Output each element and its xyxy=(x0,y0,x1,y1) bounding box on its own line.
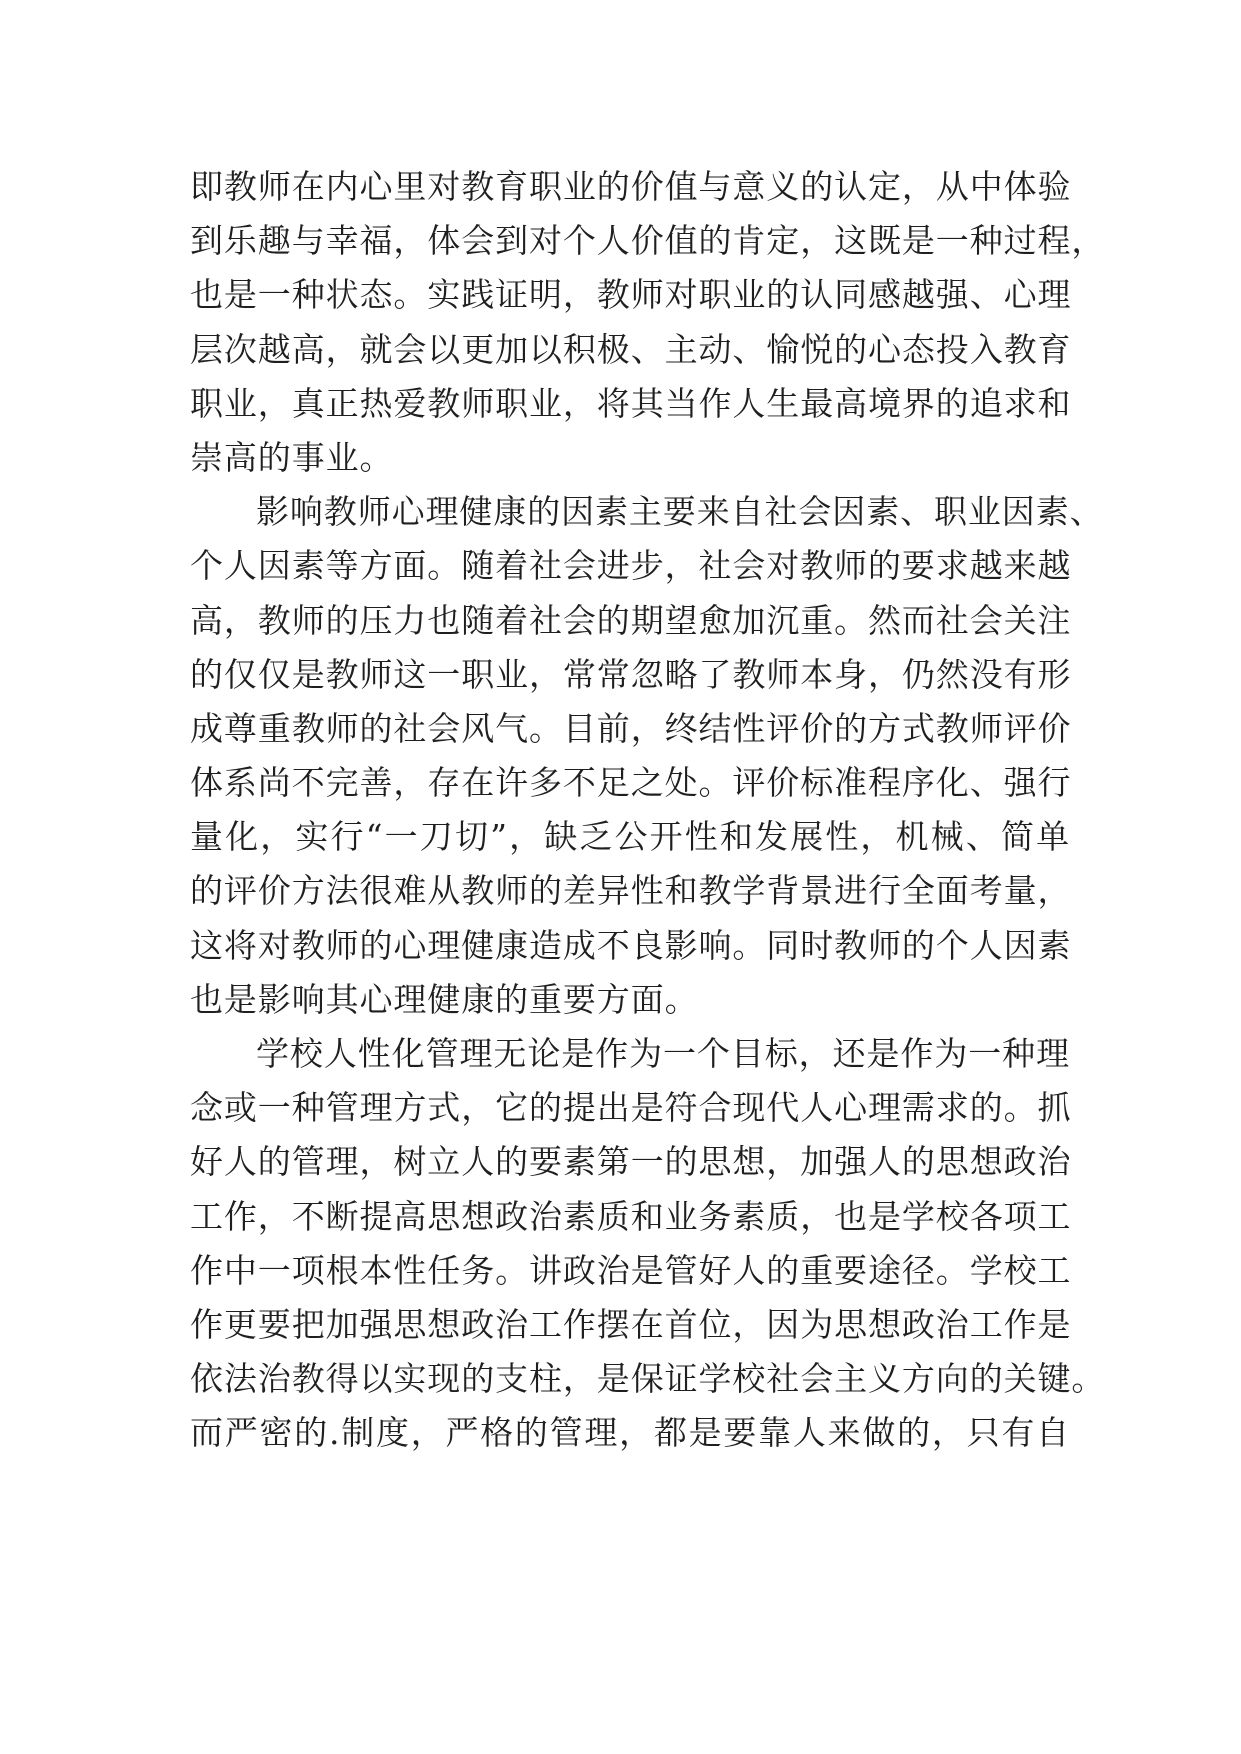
body-text xyxy=(190,160,1106,1461)
text-line: 崇高的事业。 xyxy=(190,437,394,477)
text-line: 量化，实行“一刀切”，缺乏公开性和发展性，机械、简单 xyxy=(190,817,1070,857)
text-line: 也是影响其心理健康的重要方面。 xyxy=(190,979,699,1019)
text-line: 依法治教得以实现的支柱，是保证学校社会主义方向的关键。 xyxy=(190,1359,1106,1399)
text-line: 职业，真正热爱教师职业，将其当作人生最高境界的追求和 xyxy=(190,383,1072,423)
paragraph xyxy=(190,485,1104,1027)
text-line: 工作，不断提高思想政治素质和业务素质，也是学校各项工 xyxy=(190,1196,1072,1236)
text-line: 学校人性化管理无论是作为一个目标，还是作为一种理 xyxy=(256,1034,1070,1073)
text-line: 个人因素等方面。随着社会进步，社会对教师的要求越来越 xyxy=(190,546,1072,586)
text-line: 到乐趣与幸福，体会到对个人价值的肯定，这既是一种过程， xyxy=(190,221,1106,261)
text-line: 高，教师的压力也随着社会的期望愈加沉重。然而社会关注 xyxy=(190,600,1072,640)
text-line: 作中一项根本性任务。讲政治是管好人的重要途径。学校工 xyxy=(190,1250,1072,1290)
text-line: 层次越高，就会以更加以积极、主动、愉悦的心态投入教育 xyxy=(190,329,1072,369)
text-line: 即教师在内心里对教育职业的价值与意义的认定，从中体验 xyxy=(190,167,1072,206)
text-line: 念或一种管理方式，它的提出是符合现代人心理需求的。抓 xyxy=(190,1088,1072,1128)
text-line: 的仅仅是教师这一职业，常常忽略了教师本身，仍然没有形 xyxy=(190,654,1072,694)
paragraph xyxy=(190,1027,1106,1461)
text-line: 的评价方法很难从教师的差异性和教学背景进行全面考量， xyxy=(190,871,1072,911)
text-line: 好人的管理，树立人的要素第一的思想，加强人的思想政治 xyxy=(190,1142,1072,1182)
text-line: 也是一种状态。实践证明，教师对职业的认同感越强、心理 xyxy=(190,275,1072,315)
text-line: 体系尚不完善，存在许多不足之处。评价标准程序化、强行 xyxy=(190,763,1072,803)
text-line: 影响教师心理健康的因素主要来自社会因素、职业因素、 xyxy=(256,492,1104,532)
text-line: 作更要把加强思想政治工作摆在首位，因为思想政治工作是 xyxy=(190,1304,1072,1344)
text-line: 这将对教师的心理健康造成不良影响。同时教师的个人因素 xyxy=(190,925,1072,965)
text-line: 成尊重教师的社会风气。目前，终结性评价的方式教师评价 xyxy=(190,708,1072,748)
text-line: 而严密的.制度，严格的管理，都是要靠人来做的，只有自 xyxy=(190,1413,1070,1453)
paragraph xyxy=(190,160,1106,485)
